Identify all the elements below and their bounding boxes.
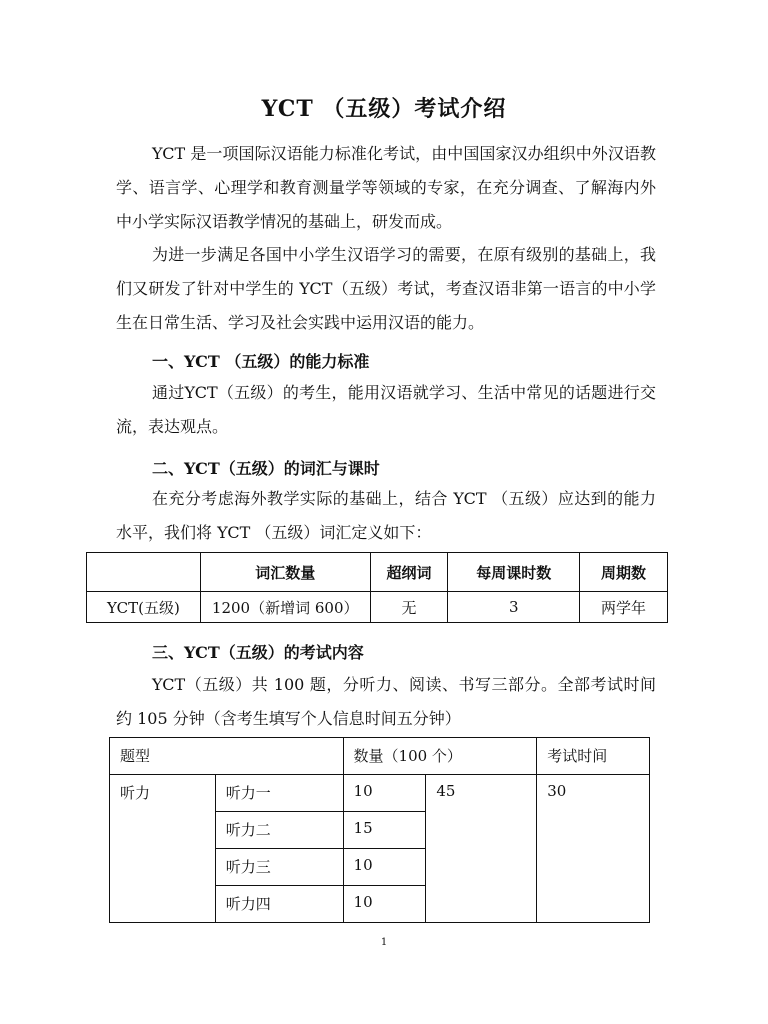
table-cell: 45 bbox=[426, 775, 537, 923]
table-cell: 无 bbox=[370, 592, 448, 623]
table-cell: 10 bbox=[343, 775, 426, 812]
table-cell: 听力 bbox=[110, 775, 216, 923]
table-cell: 3 bbox=[448, 592, 580, 623]
table-cell: 10 bbox=[343, 886, 426, 923]
table-header-cell: 题型 bbox=[110, 738, 344, 775]
vocabulary-table bbox=[86, 552, 668, 623]
table-cell: 1200（新增词 600） bbox=[200, 592, 370, 623]
background-paragraph: 为进一步满足各国中小学生汉语学习的需要，在原有级别的基础上，我们又研发了针对中学生的 YCT（五级）考试，考查汉语非第一语言的中小学生在日常生活、学习及社会实践中运用汉语的能力。 bbox=[116, 245, 656, 332]
table-header-row bbox=[87, 553, 668, 592]
table-cell: 15 bbox=[343, 812, 426, 849]
table-cell: 听力二 bbox=[215, 812, 343, 849]
table-header-cell: 每周课时数 bbox=[448, 553, 580, 592]
table-cell: 30 bbox=[537, 775, 650, 923]
table-cell: 听力一 bbox=[215, 775, 343, 812]
table-cell: 10 bbox=[343, 849, 426, 886]
table-header-cell: 周期数 bbox=[580, 553, 668, 592]
intro-paragraph: YCT 是一项国际汉语能力标准化考试，由中国国家汉办组织中外汉语教学、语言学、心理学和教育测量学等领域的专家，在充分调查、了解海内外中小学实际汉语教学情况的基础上，研发而成。 bbox=[116, 144, 656, 231]
ability-paragraph: 通过YCT（五级）的考生，能用汉语就学习、生活中常见的话题进行交流，表达观点。 bbox=[116, 383, 656, 436]
table-cell: 两学年 bbox=[580, 592, 668, 623]
section-heading-vocabulary: 二、YCT（五级）的词汇与课时 bbox=[152, 459, 380, 478]
table-header-row bbox=[110, 738, 650, 775]
vocabulary-paragraph: 在充分考虑海外教学实际的基础上，结合 YCT （五级）应达到的能力水平，我们将 YCT （五级）词汇定义如下： bbox=[116, 489, 656, 542]
table-cell: YCT(五级) bbox=[87, 592, 201, 623]
page-number: 1 bbox=[380, 937, 388, 948]
page-title: YCT （五级）考试介绍 bbox=[261, 96, 507, 122]
table-header-cell: 数量（100 个） bbox=[343, 738, 537, 775]
table-row bbox=[87, 592, 668, 623]
table-header-cell bbox=[87, 553, 201, 592]
table-header-cell: 词汇数量 bbox=[200, 553, 370, 592]
table-header-cell: 考试时间 bbox=[537, 738, 650, 775]
table-row bbox=[110, 775, 650, 812]
table-cell: 听力四 bbox=[215, 886, 343, 923]
section-heading-exam-content: 三、YCT（五级）的考试内容 bbox=[152, 643, 364, 662]
table-cell: 听力三 bbox=[215, 849, 343, 886]
exam-structure-table bbox=[109, 737, 650, 923]
section-heading-ability: 一、YCT （五级）的能力标准 bbox=[152, 352, 370, 371]
table-header-cell: 超纲词 bbox=[370, 553, 448, 592]
exam-content-paragraph: YCT（五级）共 100 题，分听力、阅读、书写三部分。全部考试时间约 105 分钟（含考生填写个人信息时间五分钟） bbox=[116, 675, 656, 728]
